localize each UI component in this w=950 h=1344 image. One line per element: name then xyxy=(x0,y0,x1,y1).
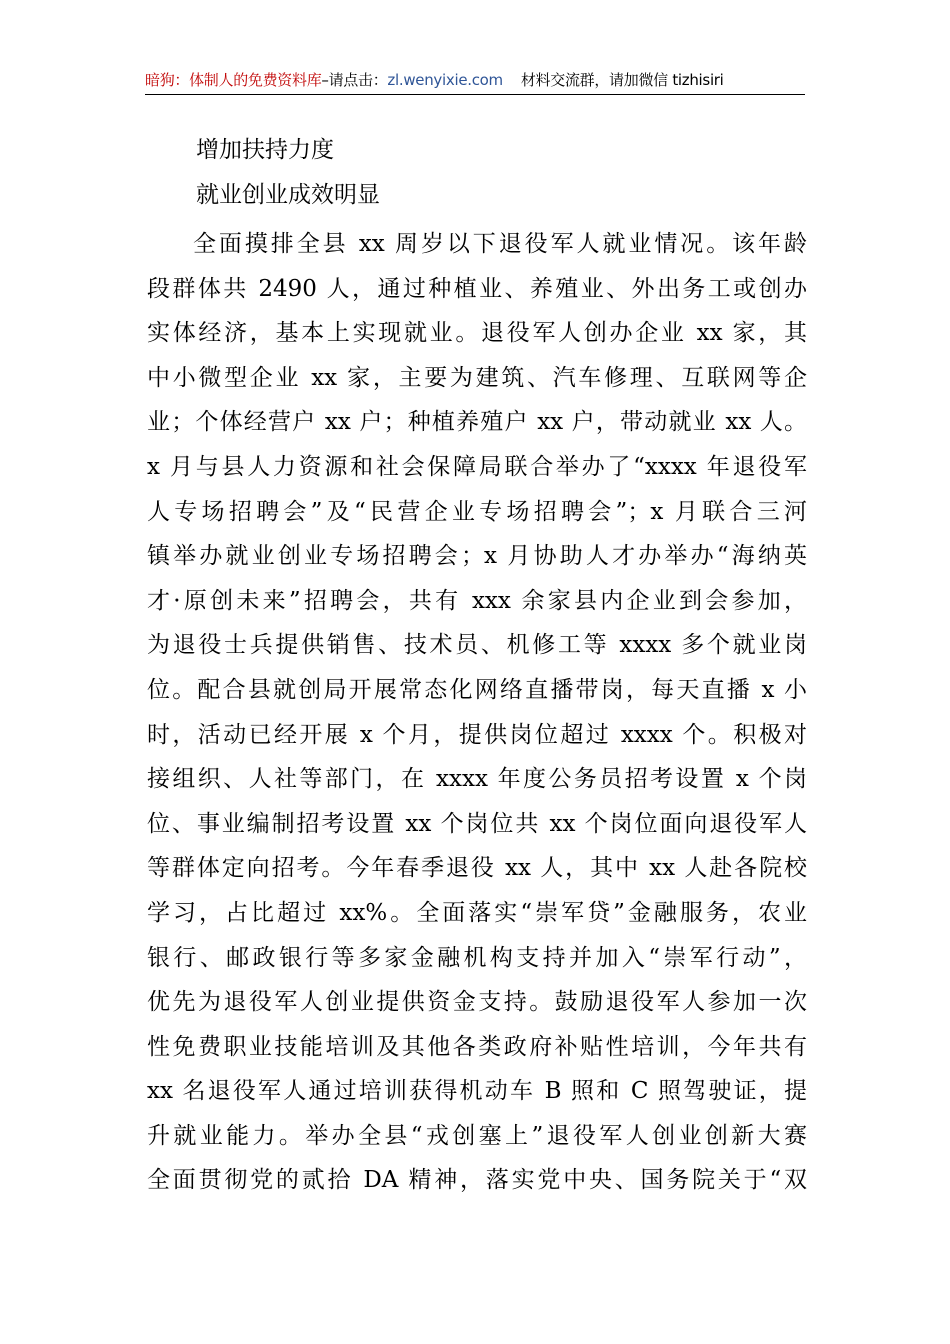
header-site-name: 暗狗：体制人的免费资料库 xyxy=(145,71,322,89)
paragraph-line: 时，活动已经开展 x 个月，提供岗位超过 xxxx 个。积极对 xyxy=(147,721,807,748)
section-heading-2: 就业创业成效明显 xyxy=(196,182,380,208)
paragraph-line: 为退役士兵提供销售、技术员、机修工等 xxxx 多个就业岗 xyxy=(147,632,807,659)
paragraph-line: 接组织、人社等部门，在 xxxx 年度公务员招考设置 x 个岗 xyxy=(147,766,807,793)
paragraph-line: x 月与县人力资源和社会保障局联合举办了“xxxx 年退役军 xyxy=(147,453,807,480)
header-site-link[interactable]: zl.wenyixie.com xyxy=(387,71,503,89)
paragraph-line: 人专场招聘会”及“民营企业专场招聘会”；x 月联合三河 xyxy=(147,498,807,525)
paragraph-line: 等群体定向招考。今年春季退役 xx 人，其中 xx 人赴各院校 xyxy=(147,855,807,882)
page-header xyxy=(145,66,805,95)
header-wechat-note: 材料交流群，请加微信 tizhisiri xyxy=(520,71,724,89)
paragraph-line: 业；个体经营户 xx 户；种植养殖户 xx 户，带动就业 xx 人。 xyxy=(147,409,807,436)
body-paragraph xyxy=(147,222,807,1203)
paragraph-line: 全面贯彻党的贰拾 DA 精神，落实党中央、国务院关于“双 xyxy=(147,1167,807,1194)
paragraph-line: 镇举办就业创业专场招聘会；x 月协助人才办举办“海纳英 xyxy=(147,543,807,570)
paragraph-line: 位。配合县就创局开展常态化网络直播带岗，每天直播 x 小 xyxy=(147,676,807,703)
header-click-prompt: –请点击： xyxy=(321,71,388,89)
paragraph-line: 升就业能力。举办全县“戎创塞上”退役军人创业创新大赛 xyxy=(147,1122,807,1149)
paragraph-line: 全面摸排全县 xx 周岁以下退役军人就业情况。该年龄 xyxy=(193,231,807,257)
paragraph-line: 优先为退役军人创业提供资金支持。鼓励退役军人参加一次 xyxy=(147,989,807,1016)
paragraph-line: 位、事业编制招考设置 xx 个岗位共 xx 个岗位面向退役军人 xyxy=(147,810,807,837)
paragraph-line: 学习，占比超过 xx%。全面落实“崇军贷”金融服务，农业 xyxy=(147,899,807,926)
paragraph-line: 才·原创未来”招聘会，共有 xxx 余家县内企业到会参加， xyxy=(147,587,807,614)
paragraph-line: 银行、邮政银行等多家金融机构支持并加入“崇军行动”， xyxy=(147,944,807,971)
paragraph-line: 性免费职业技能培训及其他各类政府补贴性培训，今年共有 xyxy=(147,1033,807,1060)
paragraph-line: 中小微型企业 xx 家，主要为建筑、汽车修理、互联网等企 xyxy=(147,364,807,391)
paragraph-line: xx 名退役军人通过培训获得机动车 B 照和 C 照驾驶证，提 xyxy=(147,1078,807,1105)
section-heading-1: 增加扶持力度 xyxy=(196,137,334,163)
paragraph-line: 实体经济，基本上实现就业。退役军人创办企业 xx 家，其 xyxy=(147,320,807,347)
paragraph-line: 段群体共 2490 人，通过种植业、养殖业、外出务工或创办 xyxy=(147,275,807,302)
